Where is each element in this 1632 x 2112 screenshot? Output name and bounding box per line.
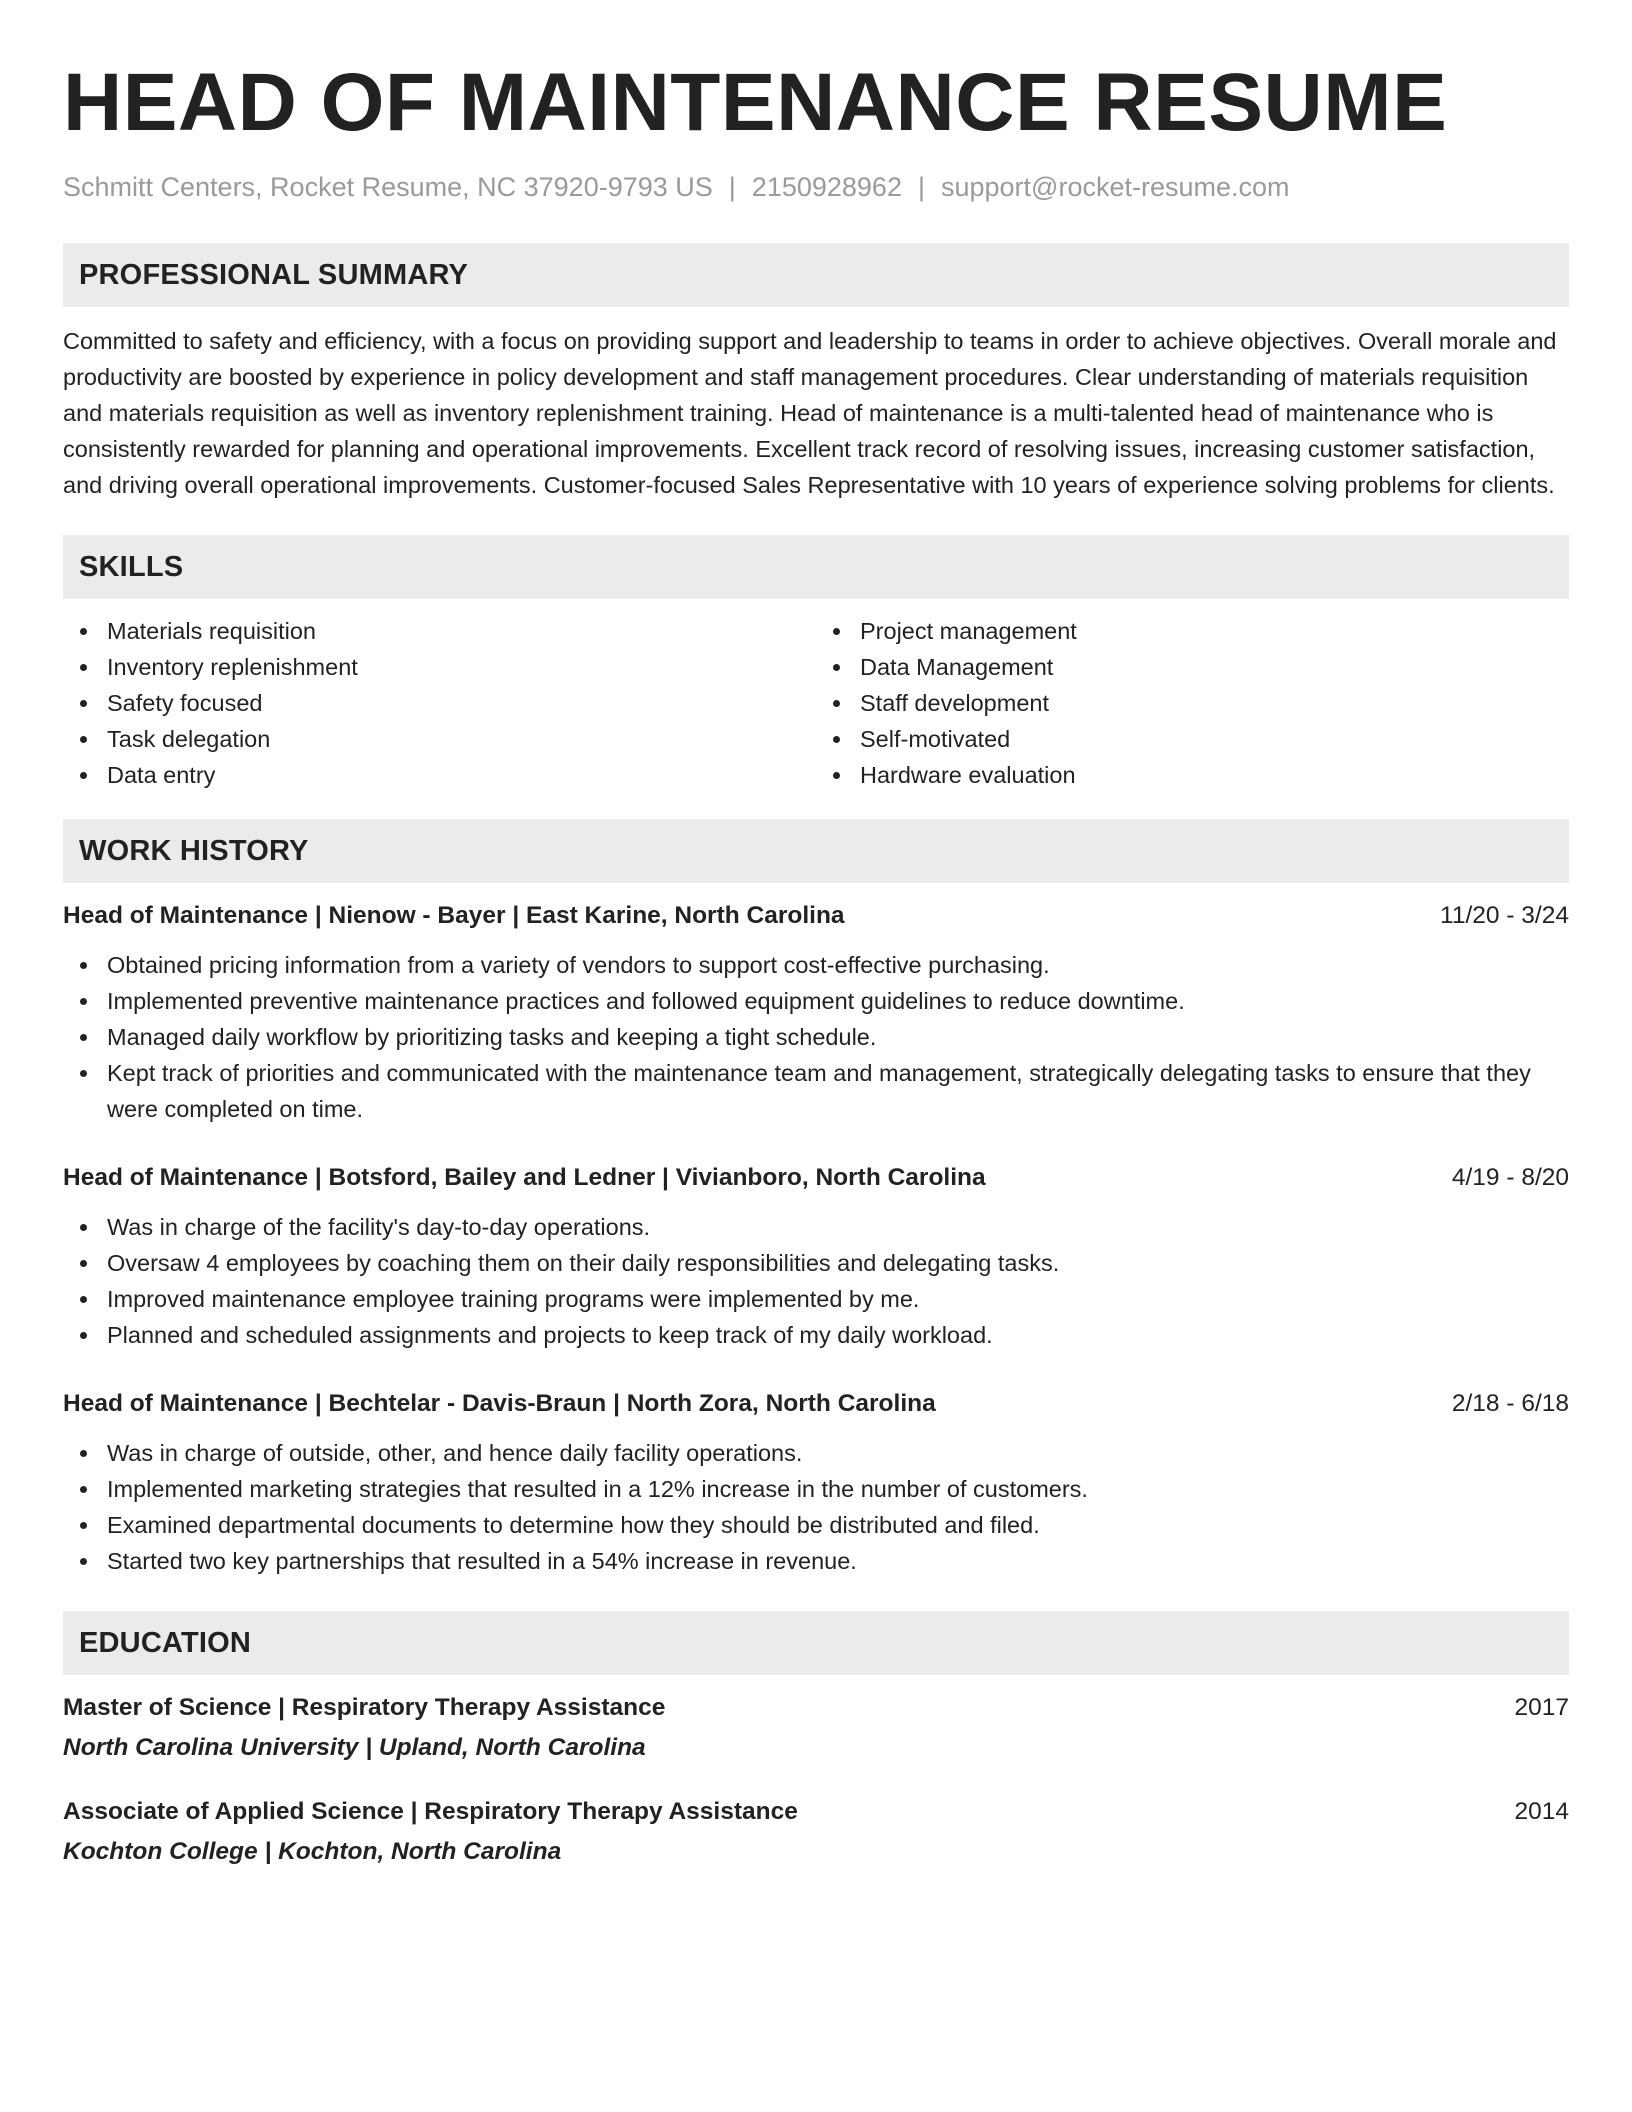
resume-title: HEAD OF MAINTENANCE RESUME [63,57,1448,148]
education-school: North Carolina University | Upland, North Carolina [63,1734,646,1761]
skills-section [63,535,1569,793]
summary-section [63,243,1569,503]
job-bullet: Oversaw 4 employees by coaching them on their daily responsibilities and delegating tasks. [107,1245,1569,1281]
job-bullets [63,1209,1569,1353]
job-bullet: Implemented preventive maintenance practices and followed equipment guidelines to reduce downtime. [107,983,1569,1019]
job-entry [63,1387,1569,1579]
job-header [63,899,1569,933]
summary-text: Committed to safety and efficiency, with a focus on providing support and leadership to teams in order to achieve objectives. Overall morale and productivity are boosted by experience in policy development and staff management procedures. Clear understanding of materials requisition and materials requisition as well as inventory replenishment training. Head of maintenance is a multi-talented head of maintenance who is consistently rewarded for planning and operational improvements. Excellent track record of resolving issues, increasing customer satisfaction, and driving overall operational improvements. Customer-focused Sales Representative with 10 years of experience solving problems for clients. [63,328,1557,498]
contact-email[interactable]: support@rocket-resume.com [940,172,1290,202]
contact-phone: 2150928962 [751,172,902,202]
skill-item: Data entry [107,757,816,793]
education-heading: EDUCATION [63,1611,1569,1675]
education-entry [63,1795,1569,1869]
job-bullet: Started two key partnerships that resulted in a 54% increase in revenue. [107,1543,1569,1579]
job-bullet: Obtained pricing information from a variety of vendors to support cost-effective purchasing. [107,947,1569,983]
contact-separator: | [728,172,736,202]
job-bullet: Planned and scheduled assignments and projects to keep track of my daily workload. [107,1317,1569,1353]
education-year: 2014 [1514,1798,1569,1825]
job-bullet: Was in charge of outside, other, and hence daily facility operations. [107,1435,1569,1471]
work-history-section [63,819,1569,1579]
skill-item: Inventory replenishment [107,649,816,685]
education-degree: Master of Science | Respiratory Therapy Assistance [63,1694,666,1721]
job-bullets [63,947,1569,1127]
job-dates: 4/19 - 8/20 [1451,1164,1569,1191]
skill-item: Staff development [860,685,1569,721]
job-bullet: Improved maintenance employee training programs were implemented by me. [107,1281,1569,1317]
contact-line [63,171,1569,203]
job-bullets [63,1435,1569,1579]
job-bullet: Managed daily workflow by prioritizing tasks and keeping a tight schedule. [107,1019,1569,1055]
job-bullet: Was in charge of the facility's day-to-day operations. [107,1209,1569,1245]
education-entry [63,1691,1569,1765]
skill-item: Self-motivated [860,721,1569,757]
job-entry [63,899,1569,1127]
skills-heading: SKILLS [63,535,1569,599]
education-degree: Associate of Applied Science | Respiratory Therapy Assistance [63,1798,798,1825]
education-year: 2017 [1514,1694,1569,1721]
job-bullet: Kept track of priorities and communicated with the maintenance team and management, strategically delegating tasks to ensure that they were completed on time. [107,1055,1569,1127]
skill-item: Data Management [860,649,1569,685]
skill-item: Hardware evaluation [860,757,1569,793]
education-header [63,1691,1569,1725]
work-history-heading: WORK HISTORY [63,819,1569,883]
job-bullet: Examined departmental documents to determine how they should be distributed and filed. [107,1507,1569,1543]
job-dates: 2/18 - 6/18 [1451,1390,1569,1417]
skill-item: Task delegation [107,721,816,757]
skills-columns [63,613,1569,793]
skill-item: Materials requisition [107,613,816,649]
education-header [63,1795,1569,1829]
job-title: Head of Maintenance | Bechtelar - Davis-Braun | North Zora, North Carolina [63,1390,936,1417]
job-title: Head of Maintenance | Botsford, Bailey and Ledner | Vivianboro, North Carolina [63,1164,986,1191]
job-header [63,1387,1569,1421]
job-header [63,1161,1569,1195]
skills-left-list [63,613,816,793]
job-title: Head of Maintenance | Nienow - Bayer | East Karine, North Carolina [63,902,845,929]
job-bullet: Implemented marketing strategies that resulted in a 12% increase in the number of customers. [107,1471,1569,1507]
skill-item: Project management [860,613,1569,649]
skills-right-list [816,613,1569,793]
skill-item: Safety focused [107,685,816,721]
education-section [63,1611,1569,1869]
job-dates: 11/20 - 3/24 [1440,902,1569,929]
contact-separator: | [917,172,925,202]
education-school: Kochton College | Kochton, North Carolina [63,1838,562,1865]
summary-heading: PROFESSIONAL SUMMARY [63,243,1569,307]
contact-address: Schmitt Centers, Rocket Resume, NC 37920-9793 US [63,172,713,202]
job-entry [63,1161,1569,1353]
